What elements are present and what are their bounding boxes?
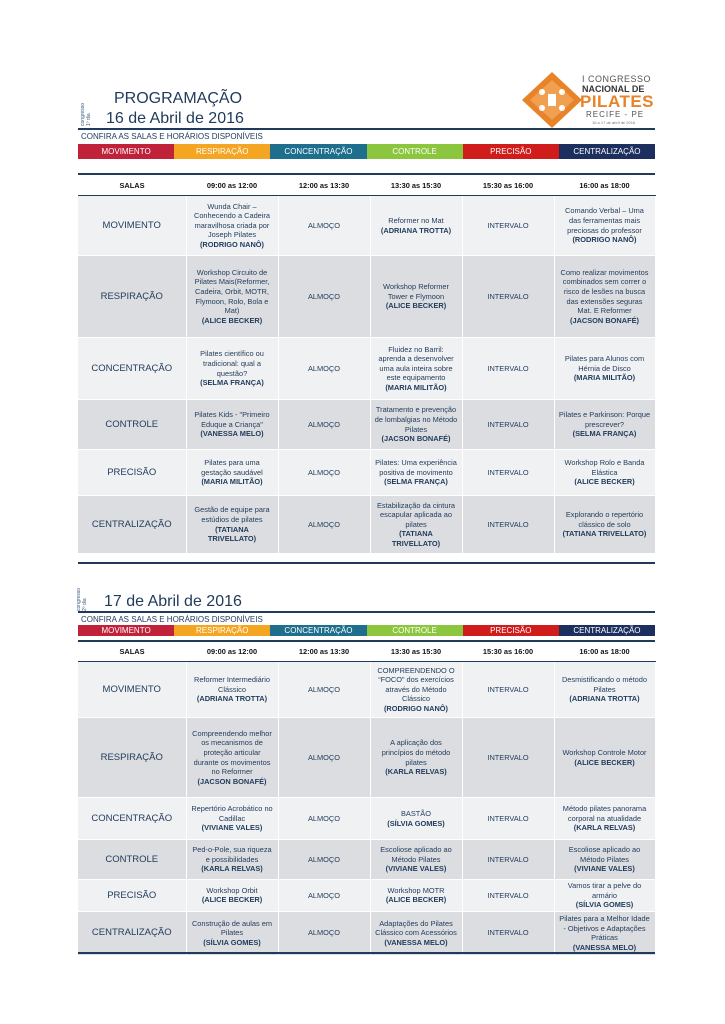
day1-header-row xyxy=(78,177,655,196)
day1-color-precisao: PRECISÃO xyxy=(463,144,559,159)
session-cell xyxy=(370,718,462,798)
break-cell: INTERVALO xyxy=(462,256,554,338)
session-title: Reformer Intermediário Clássico xyxy=(194,675,270,694)
break-cell: INTERVALO xyxy=(462,662,554,718)
session-title: Escoliose aplicado ao Método Pilates xyxy=(568,845,641,864)
header-salas: SALAS xyxy=(78,643,186,662)
header-slot-1: 09:00 as 12:00 xyxy=(186,643,278,662)
session-cell xyxy=(370,662,462,718)
session-cell xyxy=(554,256,655,338)
session-cell xyxy=(186,256,278,338)
room-name: CENTRALIZAÇÃO xyxy=(78,911,186,955)
congress-logo xyxy=(522,72,664,128)
break-cell: INTERVALO xyxy=(462,798,554,840)
day2-title-date: 17 de Abril de 2016 xyxy=(104,593,242,610)
table-row xyxy=(78,400,655,450)
room-name: CONCENTRAÇÃO xyxy=(78,798,186,840)
session-speaker: (TATIANA TRIVELLATO) xyxy=(207,524,257,544)
header-slot-2: 12:00 as 13:30 xyxy=(278,177,370,196)
session-speaker: (ALICE BECKER) xyxy=(201,315,263,325)
day2-room-colors xyxy=(78,625,655,636)
session-title: Método pilates panorama corporal na atualidade xyxy=(562,804,647,823)
day1-room-colors xyxy=(78,144,655,159)
day2-color-respiracao: RESPIRAÇÃO xyxy=(174,625,270,636)
day2-side-label xyxy=(76,588,88,611)
session-speaker: (TATIANA TRIVELLATO) xyxy=(391,529,441,548)
break-cell: INTERVALO xyxy=(462,496,554,554)
session-title: A aplicação dos princípios do método pilates xyxy=(381,738,451,767)
session-cell xyxy=(186,718,278,798)
room-name: CONTROLE xyxy=(78,840,186,880)
session-cell xyxy=(186,400,278,450)
session-speaker: (SELMA FRANÇA) xyxy=(572,429,637,439)
session-speaker: (SÍLVIA GOMES) xyxy=(203,938,261,948)
session-title: Gestão de equipe para estúdios de pilates xyxy=(194,505,270,524)
header-slot-4: 15:30 as 16:00 xyxy=(462,643,554,662)
session-cell xyxy=(186,911,278,955)
session-title: Wunda Chair – Conhecendo a Cadeira maravilhosa criada por Joseph Pilates xyxy=(193,201,270,240)
room-name: MOVIMENTO xyxy=(78,196,186,256)
day1-rule-bottom xyxy=(78,562,655,564)
session-speaker: (KARLA RELVAS) xyxy=(573,823,636,833)
header-slot-5: 16:00 as 18:00 xyxy=(554,177,655,196)
room-name: CONCENTRAÇÃO xyxy=(78,338,186,400)
day1-title-main: PROGRAMAÇÃO xyxy=(114,90,243,107)
session-speaker: (ADRIANA TROTTA) xyxy=(380,225,452,235)
day1-confira: CONFIRA AS SALAS E HORÁRIOS DISPONÍVEIS xyxy=(81,132,263,141)
session-title: Vamos tirar a pelve do armário xyxy=(567,881,642,900)
day1-rule-table xyxy=(78,173,655,175)
session-title: Workshop MOTR xyxy=(387,885,445,895)
header-slot-5: 16:00 as 18:00 xyxy=(554,643,655,662)
session-speaker: (MARIA MILITÃO) xyxy=(573,373,636,383)
table-row xyxy=(78,880,655,912)
session-cell xyxy=(554,450,655,496)
day2-side-label-b: 2º dia xyxy=(82,598,88,611)
session-title: Explorando o repertório clássico de solo xyxy=(565,510,644,529)
session-speaker: (MARIA MILITÃO) xyxy=(385,382,447,392)
session-speaker: (ADRIANA TROTTA) xyxy=(196,694,268,704)
lunch-cell: ALMOÇO xyxy=(278,400,370,450)
session-cell xyxy=(554,496,655,554)
logo-line-3: PILATES xyxy=(580,92,655,111)
session-speaker: (VIVIANE VALES) xyxy=(574,864,635,874)
session-speaker: (ALICE BECKER) xyxy=(574,477,635,487)
room-name: RESPIRAÇÃO xyxy=(78,256,186,338)
session-speaker: (JACSON BONAFÉ) xyxy=(570,315,639,325)
session-speaker: (SELMA FRANÇA) xyxy=(384,477,448,487)
session-title: Workshop Rolo e Banda Elástica xyxy=(564,458,645,477)
session-speaker: (MARIA MILITÃO) xyxy=(201,477,263,487)
session-title: Desmistificando o método Pilates xyxy=(561,675,648,694)
day1-rule-top xyxy=(78,128,655,130)
room-name: RESPIRAÇÃO xyxy=(78,718,186,798)
session-speaker: (ALICE BECKER) xyxy=(385,301,447,311)
lunch-cell: ALMOÇO xyxy=(278,662,370,718)
session-title: Estabilização da cintura escapular aplicada ao pilates xyxy=(376,500,456,529)
lunch-cell: ALMOÇO xyxy=(278,338,370,400)
header-salas: SALAS xyxy=(78,177,186,196)
session-speaker: (VANESSA MELO) xyxy=(572,942,637,952)
session-title: Workshop Circuito de Pilates Mais(Reformer, Cadeira, Orbit, MOTR, Flymoon, Rolo, Bola e Mat) xyxy=(194,267,270,316)
break-cell: INTERVALO xyxy=(462,840,554,880)
lunch-cell: ALMOÇO xyxy=(278,496,370,554)
session-speaker: (ALICE BECKER) xyxy=(385,895,447,905)
session-speaker: (JACSON BONAFÉ) xyxy=(197,776,267,786)
day2-color-precisao: PRECISÃO xyxy=(463,625,559,636)
session-speaker: (SELMA FRANÇA) xyxy=(200,378,264,388)
session-title: Pilates para a Melhor Idade - Objetivos e Adaptações Práticas xyxy=(559,914,650,943)
session-cell xyxy=(370,256,462,338)
session-title: Compreendendo melhor os mecanismos de proteção articular durante os movimentos no Reformer xyxy=(192,728,272,777)
session-cell xyxy=(370,798,462,840)
break-cell: INTERVALO xyxy=(462,911,554,955)
day2-color-movimento: MOVIMENTO xyxy=(78,625,174,636)
session-cell xyxy=(186,496,278,554)
session-cell xyxy=(186,338,278,400)
day1-title-date: 16 de Abril de 2016 xyxy=(106,110,244,127)
room-name: MOVIMENTO xyxy=(78,662,186,718)
session-cell xyxy=(554,718,655,798)
session-speaker: (KARLA RELVAS) xyxy=(385,767,447,777)
table-row xyxy=(78,911,655,955)
day2-confira: CONFIRA AS SALAS E HORÁRIOS DISPONÍVEIS xyxy=(81,615,263,624)
session-title: Fluidez no Barril: aprenda a desenvolver uma aula inteira sobre este equipamento xyxy=(378,344,454,383)
session-title: Workshop Reformer Tower e Flymoon xyxy=(383,282,449,301)
session-speaker: (VANESSA MELO) xyxy=(200,429,264,439)
session-cell xyxy=(186,196,278,256)
session-cell xyxy=(370,911,462,955)
lunch-cell: ALMOÇO xyxy=(278,450,370,496)
session-cell xyxy=(554,880,655,912)
session-title: Escoliose aplicado ao Método Pilates xyxy=(380,845,452,864)
session-cell xyxy=(554,798,655,840)
session-cell xyxy=(186,880,278,912)
session-title: Pilates: Uma experiência positiva de movimento xyxy=(375,458,457,477)
table-row xyxy=(78,196,655,256)
session-speaker: (JACSON BONAFÉ) xyxy=(381,434,451,444)
break-cell: INTERVALO xyxy=(462,450,554,496)
break-cell: INTERVALO xyxy=(462,338,554,400)
session-cell xyxy=(554,400,655,450)
session-speaker: (RODRIGO NANÔ) xyxy=(383,703,449,713)
day1-color-movimento: MOVIMENTO xyxy=(78,144,174,159)
header-slot-3: 13:30 as 15:30 xyxy=(370,643,462,662)
session-speaker: (TATIANA TRIVELLATO) xyxy=(562,529,647,539)
day1-color-centralizacao: CENTRALIZAÇÃO xyxy=(559,144,655,159)
session-cell xyxy=(186,798,278,840)
session-speaker: (ALICE BECKER) xyxy=(201,895,263,905)
session-title: Pilates para Alunos com Hérnia de Disco xyxy=(564,354,645,373)
lunch-cell: ALMOÇO xyxy=(278,911,370,955)
lunch-cell: ALMOÇO xyxy=(278,256,370,338)
day1-color-respiracao: RESPIRAÇÃO xyxy=(174,144,270,159)
logo-line-4: RECIFE - PE xyxy=(586,110,645,119)
session-cell xyxy=(370,400,462,450)
session-speaker: (VIVIANE VALES) xyxy=(385,864,447,874)
session-cell xyxy=(370,840,462,880)
session-title: Pilates científico ou tradicional: qual a questão? xyxy=(200,349,264,378)
session-speaker: (SÍLVIA GOMES) xyxy=(387,818,445,828)
session-title: Tratamento e prevenção de lombalgias no Método Pilates xyxy=(374,405,458,434)
session-cell xyxy=(370,496,462,554)
session-speaker: (RODRIGO NANÔ) xyxy=(572,235,637,245)
session-speaker: (KARLA RELVAS) xyxy=(201,864,263,874)
logo-line-1: I CONGRESSO xyxy=(582,74,652,84)
session-cell xyxy=(554,338,655,400)
day1-color-controle: CONTROLE xyxy=(367,144,463,159)
break-cell: INTERVALO xyxy=(462,718,554,798)
header-slot-3: 13:30 as 15:30 xyxy=(370,177,462,196)
session-speaker: (VANESSA MELO) xyxy=(384,938,448,948)
day2-rule-table xyxy=(78,640,655,642)
break-cell: INTERVALO xyxy=(462,400,554,450)
table-row xyxy=(78,256,655,338)
session-title: COMPREENDENDO O “FOCO” dos exercícios através do Método Clássico xyxy=(377,665,455,704)
day1-side-label-a: congresso xyxy=(80,102,86,126)
session-title: Workshop Orbit xyxy=(206,885,258,895)
session-speaker: (VIVIANE VALES) xyxy=(201,823,263,833)
session-cell xyxy=(554,840,655,880)
session-title: BASTÃO xyxy=(401,808,431,818)
room-name: PRECISÃO xyxy=(78,450,186,496)
day2-header-row xyxy=(78,643,655,662)
session-cell xyxy=(186,662,278,718)
header-slot-1: 09:00 as 12:00 xyxy=(186,177,278,196)
session-speaker: (SÍLVIA GOMES) xyxy=(575,900,634,910)
room-name: CONTROLE xyxy=(78,400,186,450)
day1-side-label xyxy=(80,103,92,126)
session-cell xyxy=(370,880,462,912)
session-title: Reformer no Mat xyxy=(388,215,444,225)
lunch-cell: ALMOÇO xyxy=(278,718,370,798)
session-title: Como realizar movimentos combinados sem correr o risco de lesões na busca das extensões seguras Mat. E Reformer xyxy=(560,267,649,316)
logo-line-5: 16 a 17 de abril de 2016 xyxy=(592,120,636,125)
session-cell xyxy=(186,840,278,880)
session-cell xyxy=(370,196,462,256)
lunch-cell: ALMOÇO xyxy=(278,196,370,256)
day2-color-concentracao: CONCENTRAÇÃO xyxy=(270,625,366,636)
header-slot-2: 12:00 as 13:30 xyxy=(278,643,370,662)
session-speaker: (ALICE BECKER) xyxy=(574,757,635,767)
pilates-diamond-logo-icon xyxy=(522,72,582,128)
session-cell xyxy=(186,450,278,496)
day2-rule-top xyxy=(78,611,655,613)
table-row xyxy=(78,450,655,496)
session-title: Pilates e Parkinson: Porque prescrever? xyxy=(558,410,651,429)
session-title: Adaptações do Pilates Clássico com Acessórios xyxy=(375,918,457,938)
session-speaker: (RODRIGO NANÔ) xyxy=(199,239,265,249)
day2-color-centralizacao: CENTRALIZAÇÃO xyxy=(559,625,655,636)
lunch-cell: ALMOÇO xyxy=(278,798,370,840)
day2-color-controle: CONTROLE xyxy=(367,625,463,636)
session-title: Workshop Controle Motor xyxy=(562,747,647,757)
session-cell xyxy=(554,196,655,256)
table-row xyxy=(78,840,655,880)
table-row xyxy=(78,496,655,554)
session-title: Comando Verbal – Uma das ferramentas mais preciosas do professor xyxy=(565,206,644,235)
table-row xyxy=(78,718,655,798)
day2-schedule-table xyxy=(78,643,656,956)
header-slot-4: 15:30 as 16:00 xyxy=(462,177,554,196)
session-cell xyxy=(370,338,462,400)
table-row xyxy=(78,662,655,718)
lunch-cell: ALMOÇO xyxy=(278,840,370,880)
session-cell xyxy=(554,911,655,955)
session-title: Ped-o-Pole, sua riqueza e possibilidades xyxy=(192,845,272,864)
session-title: Repertório Acrobático no Cadillac xyxy=(191,804,273,823)
session-speaker: (ADRIANA TROTTA) xyxy=(569,694,640,704)
day1-side-label-b: 1º dia xyxy=(86,113,92,126)
session-cell xyxy=(554,662,655,718)
logo-line-2: NACIONAL DE xyxy=(582,84,645,94)
day2-side-label-a: congresso xyxy=(76,587,82,611)
room-name: PRECISÃO xyxy=(78,880,186,912)
session-title: Construção de aulas em Pilates xyxy=(191,918,273,938)
session-cell xyxy=(370,450,462,496)
table-row xyxy=(78,798,655,840)
break-cell: INTERVALO xyxy=(462,880,554,912)
day1-color-concentracao: CONCENTRAÇÃO xyxy=(270,144,366,159)
session-title: Pilates Kids - "Primeiro Eduque a Criança" xyxy=(194,410,270,429)
session-title: Pilates para uma gestação saudável xyxy=(201,458,263,477)
table-row xyxy=(78,338,655,400)
day2-rule-bottom xyxy=(78,952,655,954)
lunch-cell: ALMOÇO xyxy=(278,880,370,912)
room-name: CENTRALIZAÇÃO xyxy=(78,496,186,554)
day1-schedule-table xyxy=(78,177,656,554)
break-cell: INTERVALO xyxy=(462,196,554,256)
